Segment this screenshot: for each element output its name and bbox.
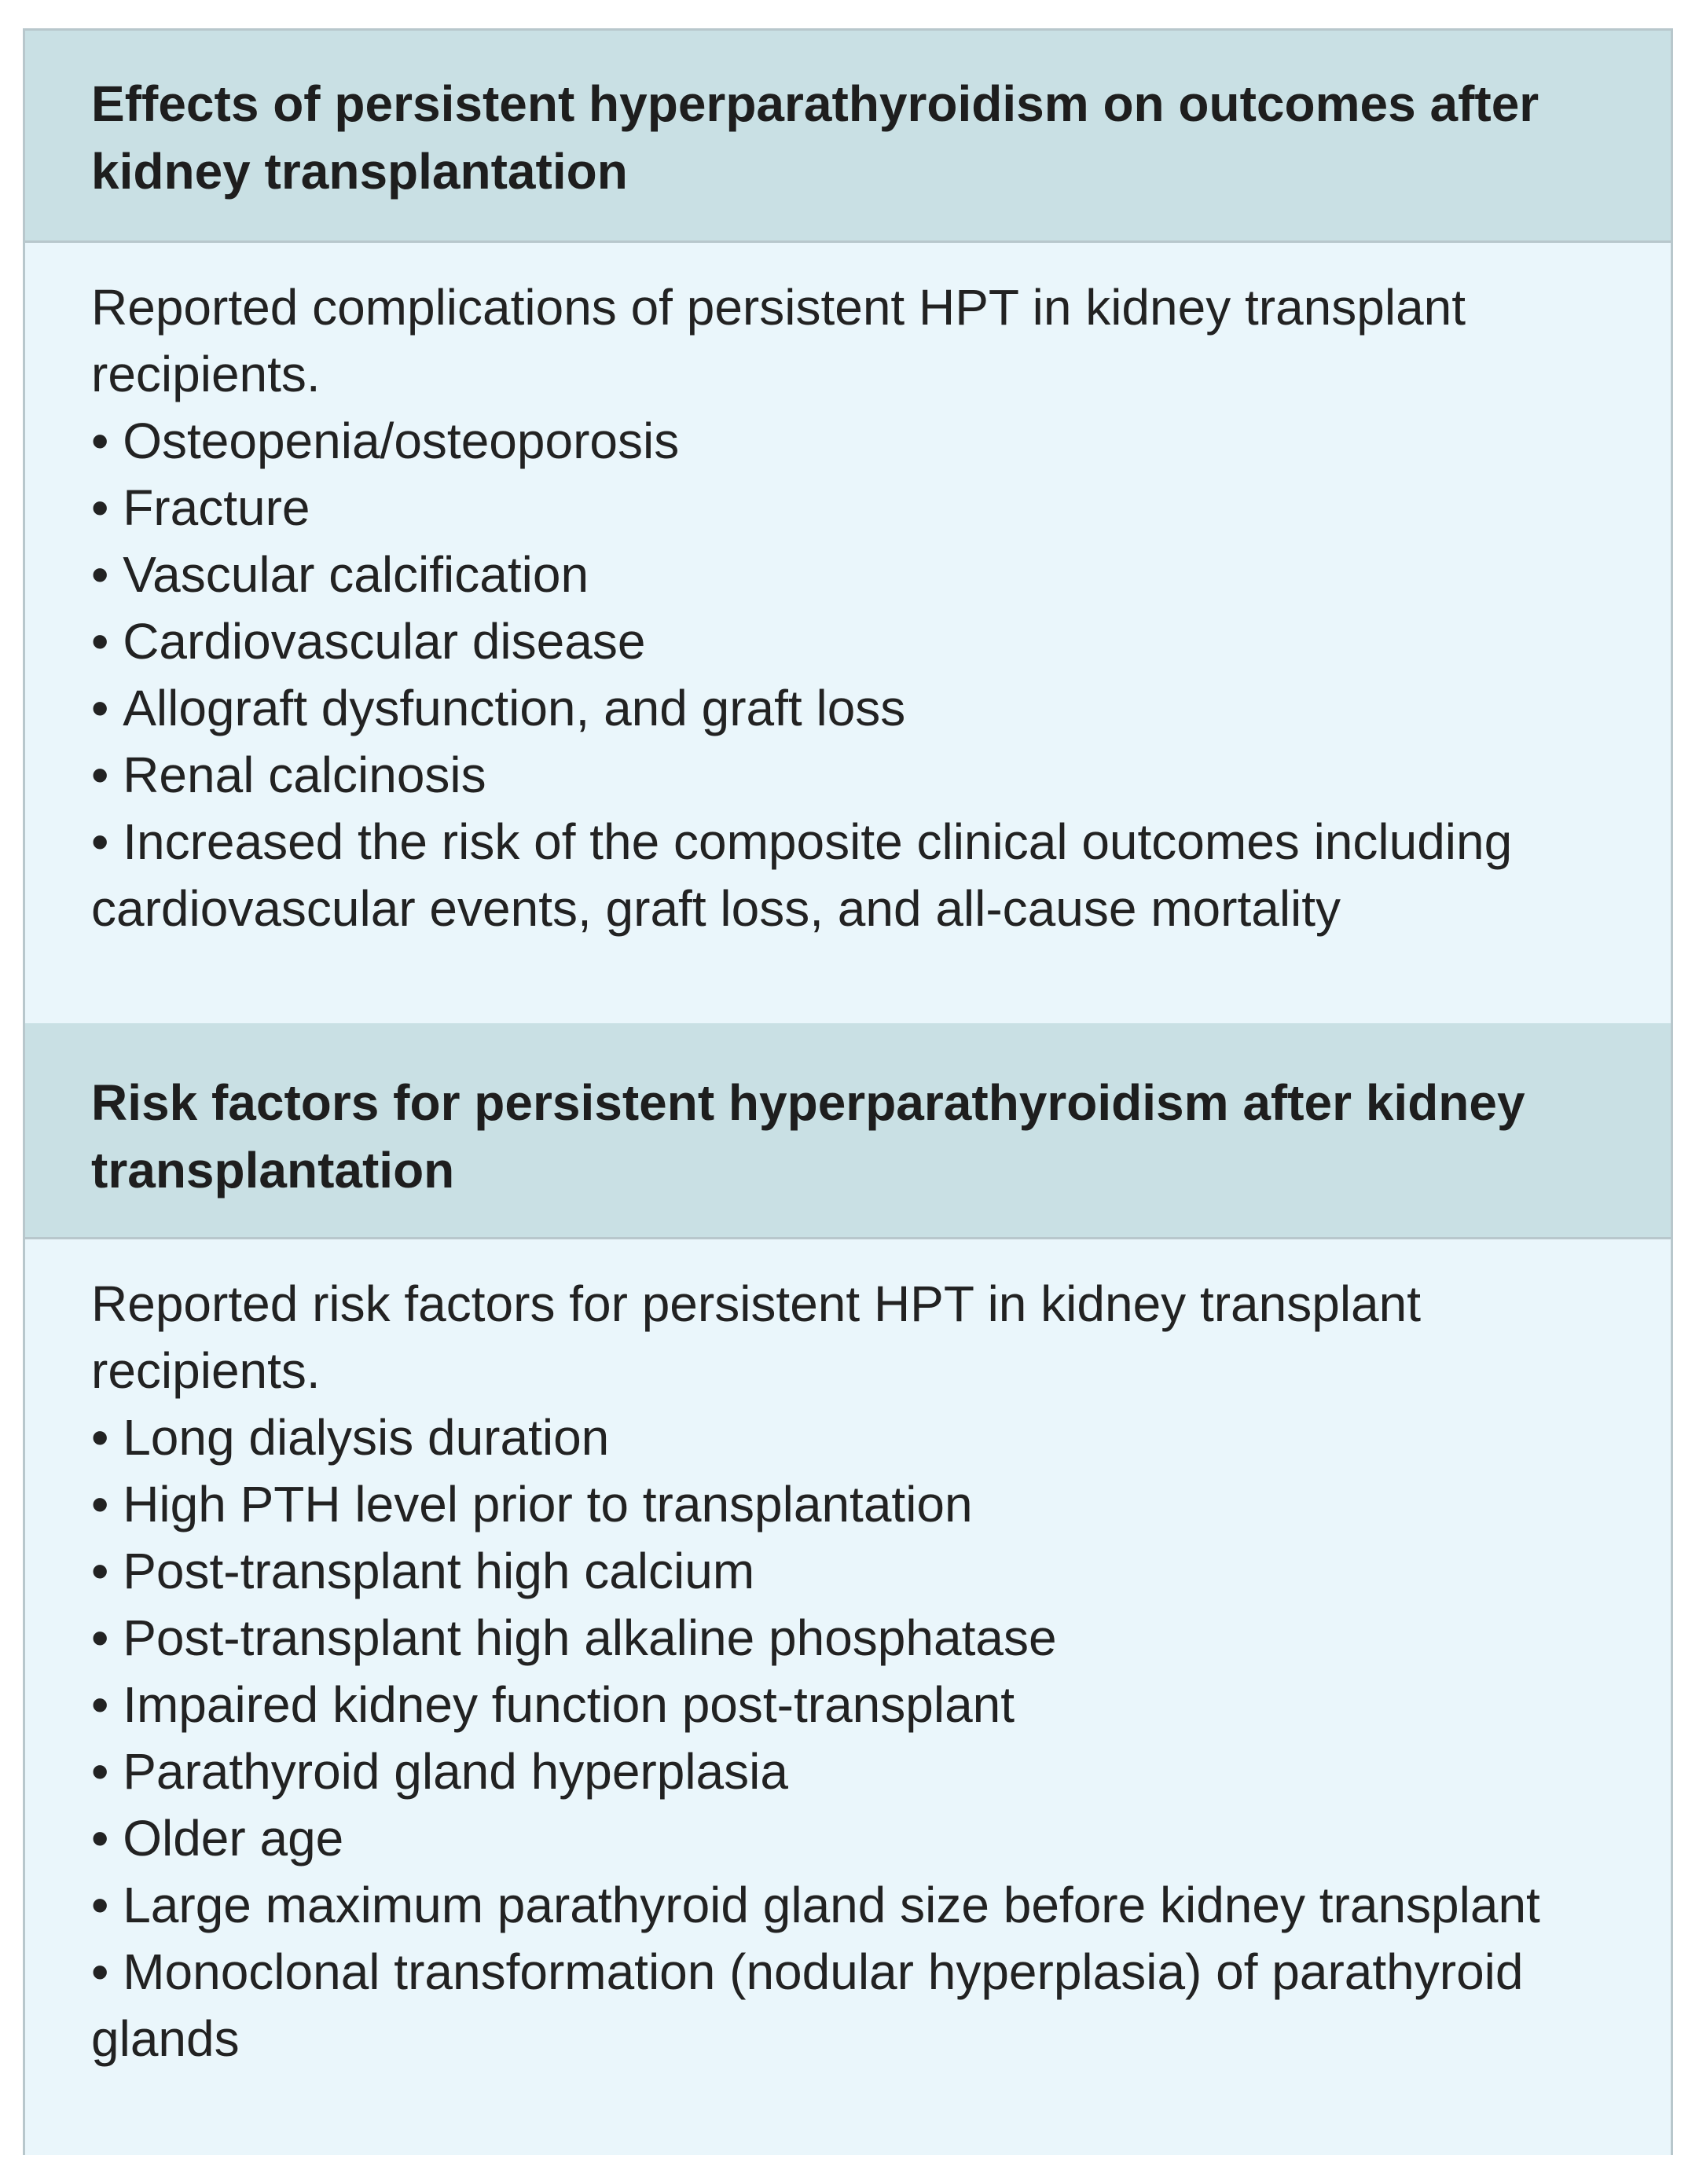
- section-header-risk-factors: [25, 1023, 1671, 1239]
- section-content-effects: [91, 274, 1624, 942]
- section-body-risk-factors: [25, 1239, 1671, 2155]
- list-item: • Increased the risk of the composite clinical outcomes including cardiovascular events, graft loss, and all-cause mortality: [91, 809, 1624, 942]
- section-content-risk-factors: [91, 1271, 1624, 2072]
- list-item: • Impaired kidney function post-transplant: [91, 1672, 1624, 1738]
- section-title-effects: Effects of persistent hyperparathyroidism on outcomes after kidney transplantation: [91, 75, 1539, 200]
- list-item: • Cardiovascular disease: [91, 608, 1624, 675]
- list-item: • Allograft dysfunction, and graft loss: [91, 675, 1624, 742]
- section-intro-risk-factors: Reported risk factors for persistent HPT in kidney transplant recipients.: [91, 1276, 1421, 1399]
- section-body-effects: [25, 243, 1671, 1052]
- list-item: • Renal calcinosis: [91, 742, 1624, 809]
- risk-factors-list: [91, 1404, 1624, 2072]
- list-item: • Long dialysis duration: [91, 1404, 1624, 1471]
- list-item: • Older age: [91, 1805, 1624, 1872]
- list-item: • Vascular calcification: [91, 541, 1624, 608]
- section-header-effects: [25, 31, 1671, 243]
- list-item: • Post-transplant high alkaline phosphatase: [91, 1605, 1624, 1672]
- list-item: • Post-transplant high calcium: [91, 1538, 1624, 1605]
- list-item: • Parathyroid gland hyperplasia: [91, 1738, 1624, 1805]
- section-title-risk-factors: Risk factors for persistent hyperparathyroidism after kidney transplantation: [91, 1074, 1525, 1198]
- list-item: • Osteopenia/osteoporosis: [91, 408, 1624, 475]
- list-item: • High PTH level prior to transplantation: [91, 1471, 1624, 1538]
- section-intro-effects: Reported complications of persistent HPT in kidney transplant recipients.: [91, 279, 1466, 402]
- complications-list: [91, 408, 1624, 942]
- list-item: • Monoclonal transformation (nodular hyperplasia) of parathyroid glands: [91, 1939, 1624, 2072]
- list-item: • Fracture: [91, 475, 1624, 541]
- info-box: [23, 28, 1673, 2155]
- list-item: • Large maximum parathyroid gland size before kidney transplant: [91, 1872, 1624, 1939]
